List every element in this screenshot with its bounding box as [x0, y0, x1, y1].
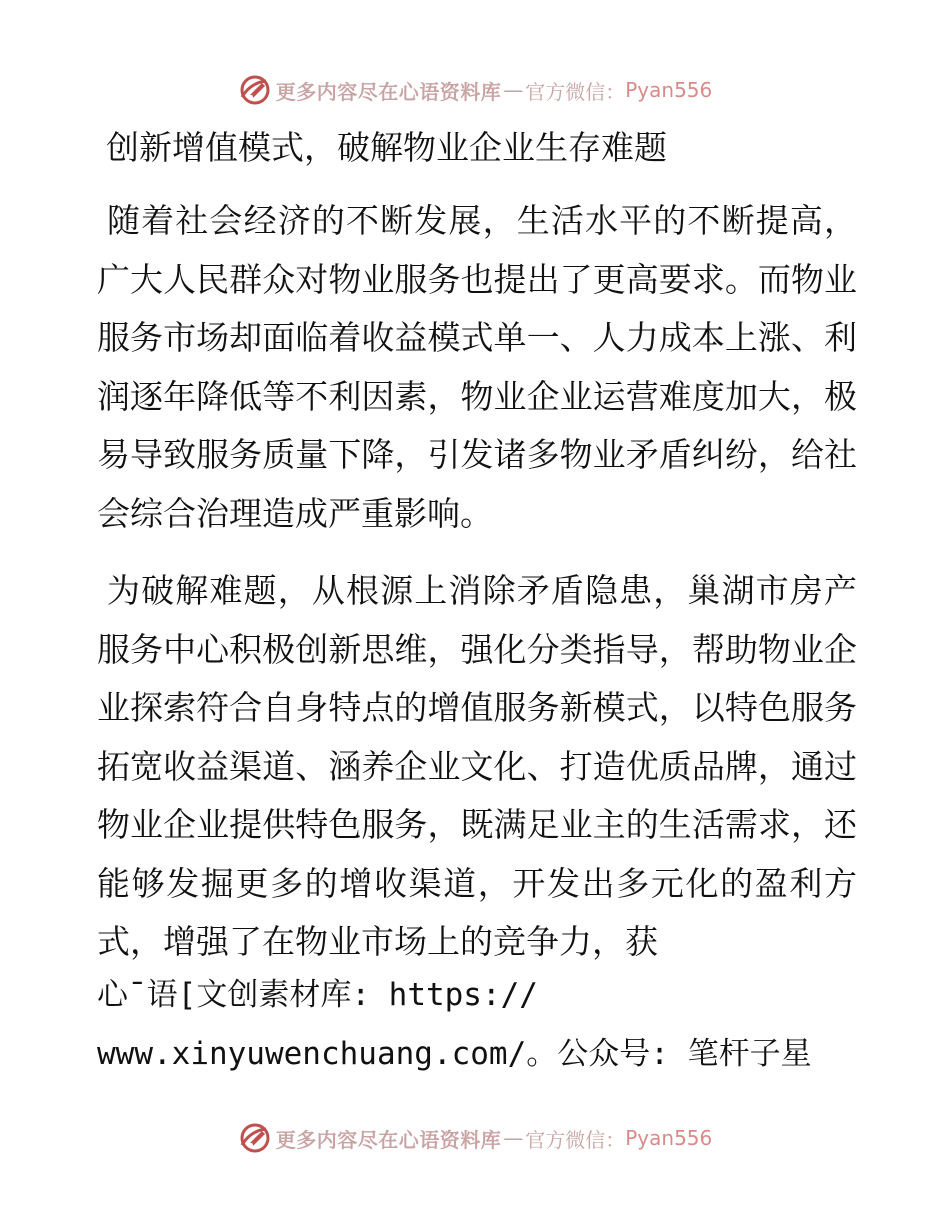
banner-dash: —: [503, 1126, 524, 1150]
footer-banner: [0, 1118, 950, 1158]
pen-logo-icon: [238, 1121, 272, 1155]
banner-dash: —: [503, 78, 524, 102]
banner-main-text: 更多内容尽在心语资料库: [275, 79, 502, 104]
header-banner: [0, 70, 950, 110]
pen-logo-icon: [238, 73, 272, 107]
banner-wechat-id: Pyan556: [625, 1126, 713, 1150]
banner-main-text: 更多内容尽在心语资料库: [275, 1127, 502, 1152]
banner-official-label: 官方微信：: [525, 79, 626, 104]
paragraph-1: 随着社会经济的不断发展，生活水平的不断提高，广大人民群众对物业服务也提出了更高要求。而物业服务市场却面临着收益模式单一、人力成本上涨、利润逐年降低等不利因素，物业企业运营难度加大，极易导致服务质量下降，引发诸多物业矛盾纠纷，给社会综合治理造成严重影响。: [97, 201, 857, 533]
banner-wechat-id: Pyan556: [625, 78, 713, 102]
banner-official-label: 官方微信：: [525, 1127, 626, 1152]
source-line-1: 心¯语[文创素材库: https://: [97, 977, 538, 1013]
document-title: 创新增值模式，破解物业企业生存难题: [106, 128, 667, 167]
paragraph-2: 为破解难题，从根源上消除矛盾隐患，巢湖市房产服务中心积极创新思维，强化分类指导，帮助物业企业探索符合自身特点的增值服务新模式，以特色服务拓宽收益渠道、涵养企业文化、打造优质品牌，通过物业企业提供特色服务，既满足业主的生活需求，还能够发掘更多的增收渠道，开发出多元化的盈利方式，增强了在物业市场上的竞争力，获: [97, 571, 857, 961]
source-line-2: www.xinyuwenchuang.com/。公众号: 笔杆子星: [97, 1036, 812, 1072]
